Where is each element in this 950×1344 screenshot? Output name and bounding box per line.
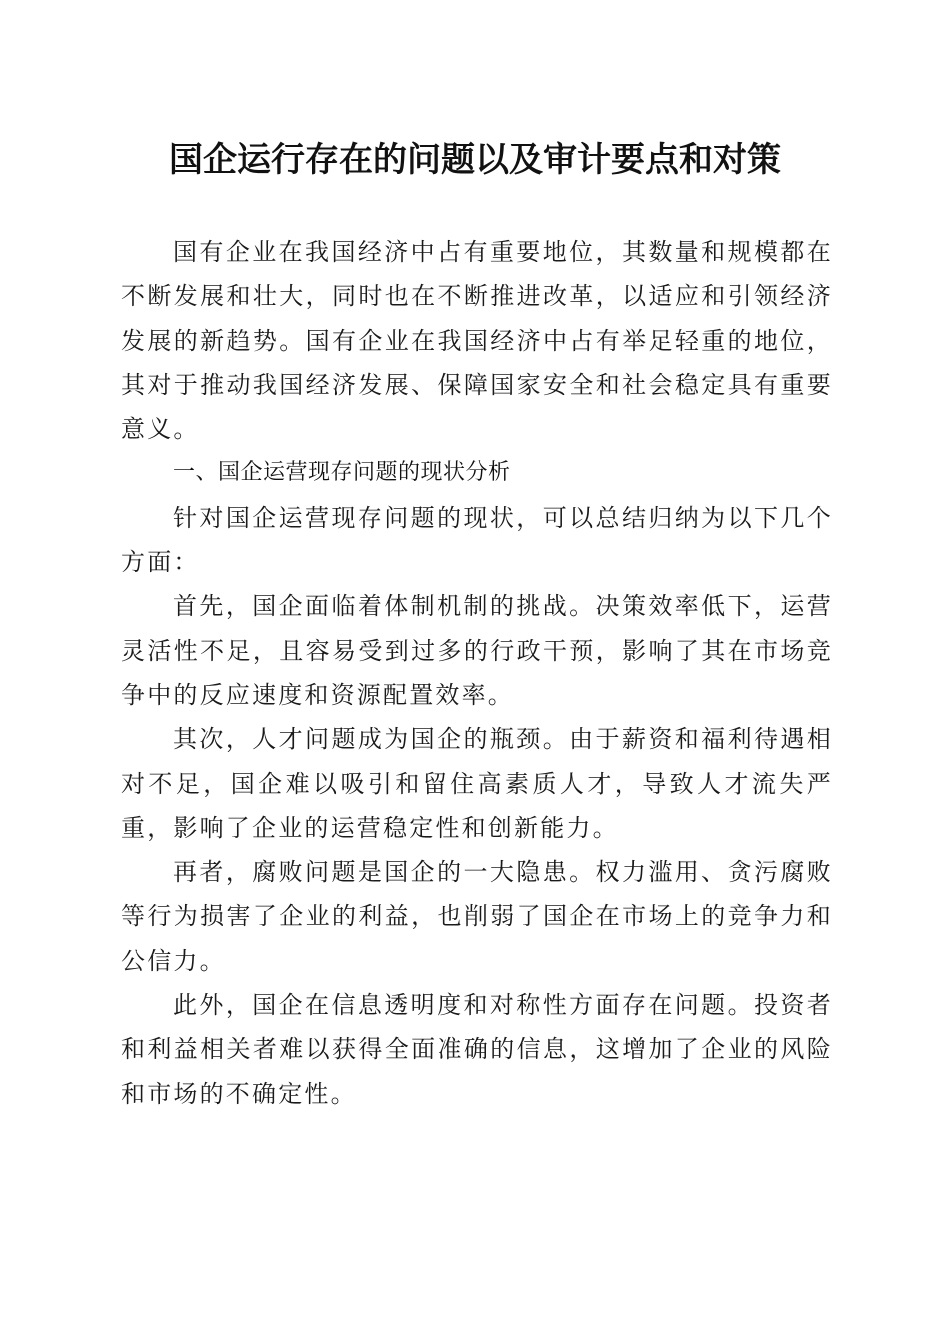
document-body bbox=[121, 230, 833, 1116]
section1-paragraph-1: 针对国企运营现存问题的现状，可以总结归纳为以下几个方面： bbox=[121, 503, 833, 577]
section1-paragraph-4: 再者，腐败问题是国企的一大隐患。权力滥用、贪污腐败等行为损害了企业的利益，也削弱了国企在市场上的竞争力和公信力。 bbox=[121, 858, 833, 975]
document-title: 国企运行存在的问题以及审计要点和对策 bbox=[169, 140, 781, 180]
section-heading-1: 一、国企运营现存问题的现状分析 bbox=[173, 460, 511, 486]
section1-paragraph-5: 此外，国企在信息透明度和对称性方面存在问题。投资者和利益相关者难以获得全面准确的信息，这增加了企业的风险和市场的不确定性。 bbox=[121, 991, 833, 1108]
section1-paragraph-2: 首先，国企面临着体制机制的挑战。决策效率低下，运营灵活性不足，且容易受到过多的行政干预，影响了其在市场竞争中的反应速度和资源配置效率。 bbox=[121, 592, 833, 709]
section1-paragraph-3: 其次，人才问题成为国企的瓶颈。由于薪资和福利待遇相对不足，国企难以吸引和留住高素质人才，导致人才流失严重，影响了企业的运营稳定性和创新能力。 bbox=[121, 725, 833, 842]
intro-paragraph: 国有企业在我国经济中占有重要地位，其数量和规模都在不断发展和壮大，同时也在不断推进改革，以适应和引领经济发展的新趋势。国有企业在我国经济中占有举足轻重的地位，其对于推动我国经济发展、保障国家安全和社会稳定具有重要意义。 bbox=[121, 238, 833, 444]
